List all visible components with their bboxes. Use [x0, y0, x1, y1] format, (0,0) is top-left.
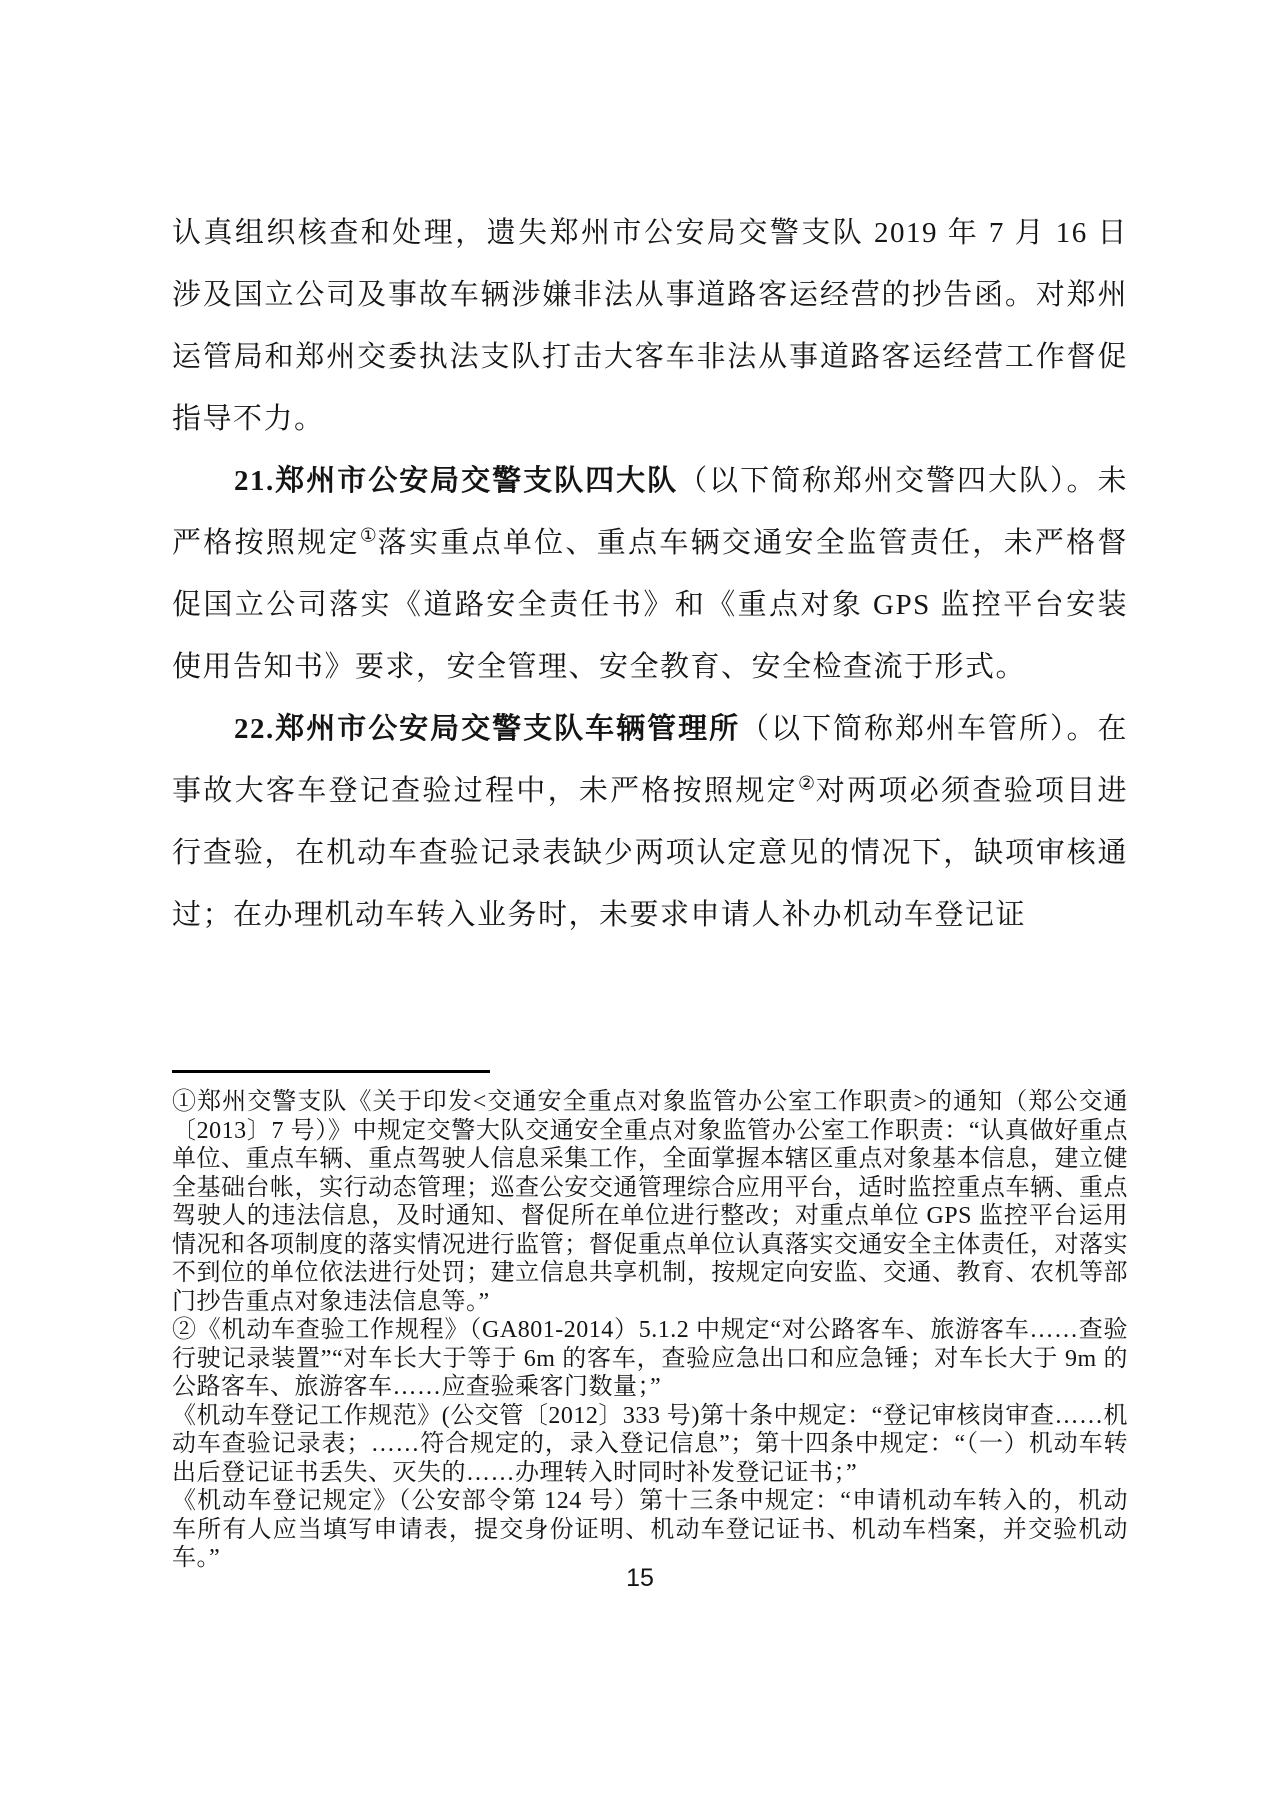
paragraph-22-heading-suffix: （以下简称郑州车管所）。 [740, 713, 1098, 745]
footnote-2-continued-regulation-2-text: 《机动车登记规定》（公安部令第 124 号）第十三条中规定：“申请机动车转入的，机动车所有人应当填写申请表，提交身份证明、机动车登记证书、机动车档案，并交验机动车。” [172, 1488, 1128, 1571]
footnote-separator [172, 1070, 490, 1073]
footnote-1 [172, 1088, 1128, 1316]
document-body [172, 202, 1128, 946]
paragraph-21 [172, 450, 1128, 698]
paragraph-21-heading: 21.郑州市公安局交警支队四大队 [234, 465, 679, 497]
paragraph-21-text-before-ref: 未严格按照规定 [172, 465, 1128, 559]
footnote-2-continued-regulation-2 [172, 1487, 1128, 1573]
paragraph-22 [172, 698, 1128, 946]
footnotes-section [172, 1088, 1128, 1573]
footnote-2 [172, 1316, 1128, 1402]
paragraph-22-text-after-ref: 对两项必须查验项目进行查验，在机动车查验记录表缺少两项认定意见的情况下，缺项审核通过；在办理机动车转入业务时，未要求申请人补办机动车登记证 [172, 775, 1128, 931]
footnote-2-text: 《机动车查验工作规程》（GA801-2014）5.1.2 中规定“对公路客车、旅游客车……查验行驶记录装置”“对车长大于等于 6m 的客车，查验应急出口和应急锤；对车长大于 9m 的公路客车、旅游客车……应查验乘客门数量；” [172, 1317, 1129, 1400]
footnote-1-marker: ① [172, 1089, 198, 1115]
footnote-reference-2: ② [797, 773, 816, 795]
paragraph-21-heading-suffix: （以下简称郑州交警四大队）。 [678, 465, 1098, 497]
footnote-1-text: 郑州交警支队《关于印发<交通安全重点对象监管办公室工作职责>的通知（郑公交通〔2013〕7 号）》中规定交警大队交通安全重点对象监管办公室工作职责：“认真做好重点单位、重点车辆、重点驾驶人信息采集工作，全面掌握本辖区重点对象基本信息，建立健全基础台帐，实行动态管理；巡查公安交通管理综合应用平台，适时监控重点车辆、重点驾驶人的违法信息，及时通知、督促所在单位进行整改；对重点单位 GPS 监控平台运用情况和各项制度的落实情况进行监管；督促重点单位认真落实交通安全主体责任，对落实不到位的单位依法进行处罚；建立信息共享机制，按规定向安监、交通、教育、农机等部门抄告重点对象违法信息等。” [172, 1089, 1129, 1315]
paragraph-22-heading: 22.郑州市公安局交警支队车辆管理所 [234, 713, 741, 745]
paragraph-22-text-before-ref: 在事故大客车登记查验过程中，未严格按照规定 [172, 713, 1128, 807]
footnote-2-marker: ② [172, 1317, 197, 1343]
paragraph-21-text-after-ref: 落实重点单位、重点车辆交通安全监管责任，未严格督促国立公司落实《道路安全责任书》和《重点对象 GPS 监控平台安装使用告知书》要求，安全管理、安全教育、安全检查流于形式。 [172, 527, 1128, 683]
paragraph-continuation: 认真组织核查和处理，遗失郑州市公安局交警支队 2019 年 7 月 16 日涉及国立公司及事故车辆涉嫌非法从事道路客运经营的抄告函。对郑州运管局和郑州交委执法支队打击大客车非法从事道路客运经营工作督促指导不力。 [172, 217, 1128, 435]
footnote-2-continued-regulation-1 [172, 1402, 1128, 1488]
footnote-reference-1: ① [359, 525, 378, 547]
footnote-2-continued-regulation-1-text: 《机动车登记工作规范》(公交管〔2012〕333 号)第十条中规定：“登记审核岗审查……机动车查验记录表；……符合规定的，录入登记信息”；第十四条中规定：“（一）机动车转出后登记证书丢失、灭失的……办理转入时同时补发登记证书；” [172, 1402, 1128, 1486]
page-number: 15 [626, 1564, 654, 1592]
